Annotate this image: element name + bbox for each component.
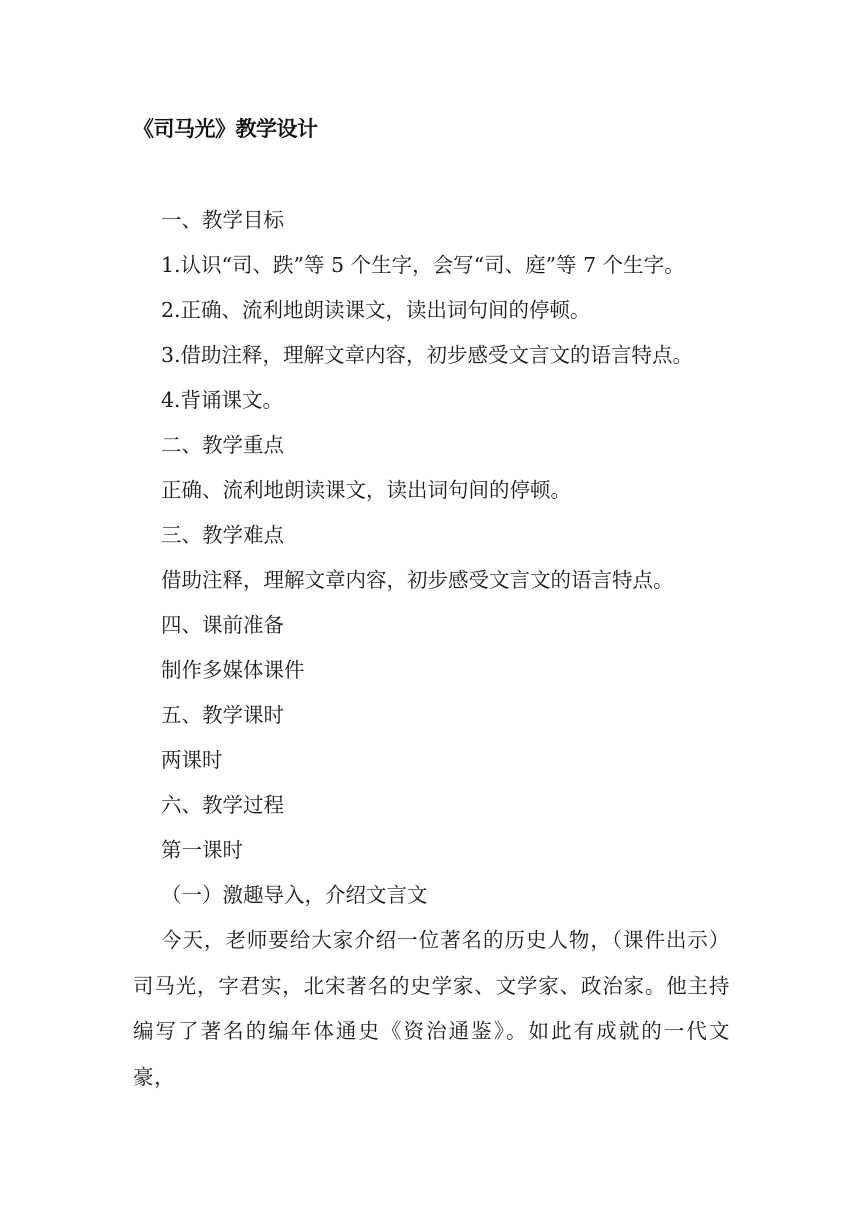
section-heading-class-hours: 五、教学课时 — [161, 703, 284, 727]
intro-paragraph: 今天，老师要给大家介绍一位著名的历史人物，（课件出示）司马光，字君实，北宋著名的史学家、文学家、政治家。他主持编写了著名的编年体通史《资治通鉴》。如此有成就的一代文豪， — [133, 928, 730, 1089]
objective-item-2: 2.正确、流利地朗读课文，读出词句间的停顿。 — [161, 298, 591, 322]
section-heading-preparation: 四、课前准备 — [161, 613, 284, 637]
preparation-text: 制作多媒体课件 — [161, 658, 305, 682]
objective-item-3: 3.借助注释，理解文章内容，初步感受文言文的语言特点。 — [161, 343, 694, 367]
section-heading-key-points: 二、教学重点 — [161, 433, 284, 457]
section-heading-objectives: 一、教学目标 — [161, 208, 284, 232]
step-heading-intro: （一）激趣导入，介绍文言文 — [161, 883, 428, 907]
section-heading-difficulties: 三、教学难点 — [161, 523, 284, 547]
document-body — [133, 198, 733, 1100]
difficulties-text: 借助注释，理解文章内容，初步感受文言文的语言特点。 — [161, 568, 674, 592]
objective-item-1: 1.认识“司、跌”等 5 个生字，会写“司、庭”等 7 个生字。 — [161, 253, 685, 277]
class-hours-text: 两课时 — [161, 748, 223, 772]
document-title: 《司马光》教学设计 — [133, 117, 318, 141]
key-points-text: 正确、流利地朗读课文，读出词句间的停顿。 — [161, 478, 571, 502]
objective-item-4: 4.背诵课文。 — [161, 388, 284, 412]
section-heading-process: 六、教学过程 — [161, 793, 284, 817]
lesson-heading-first: 第一课时 — [161, 838, 243, 862]
